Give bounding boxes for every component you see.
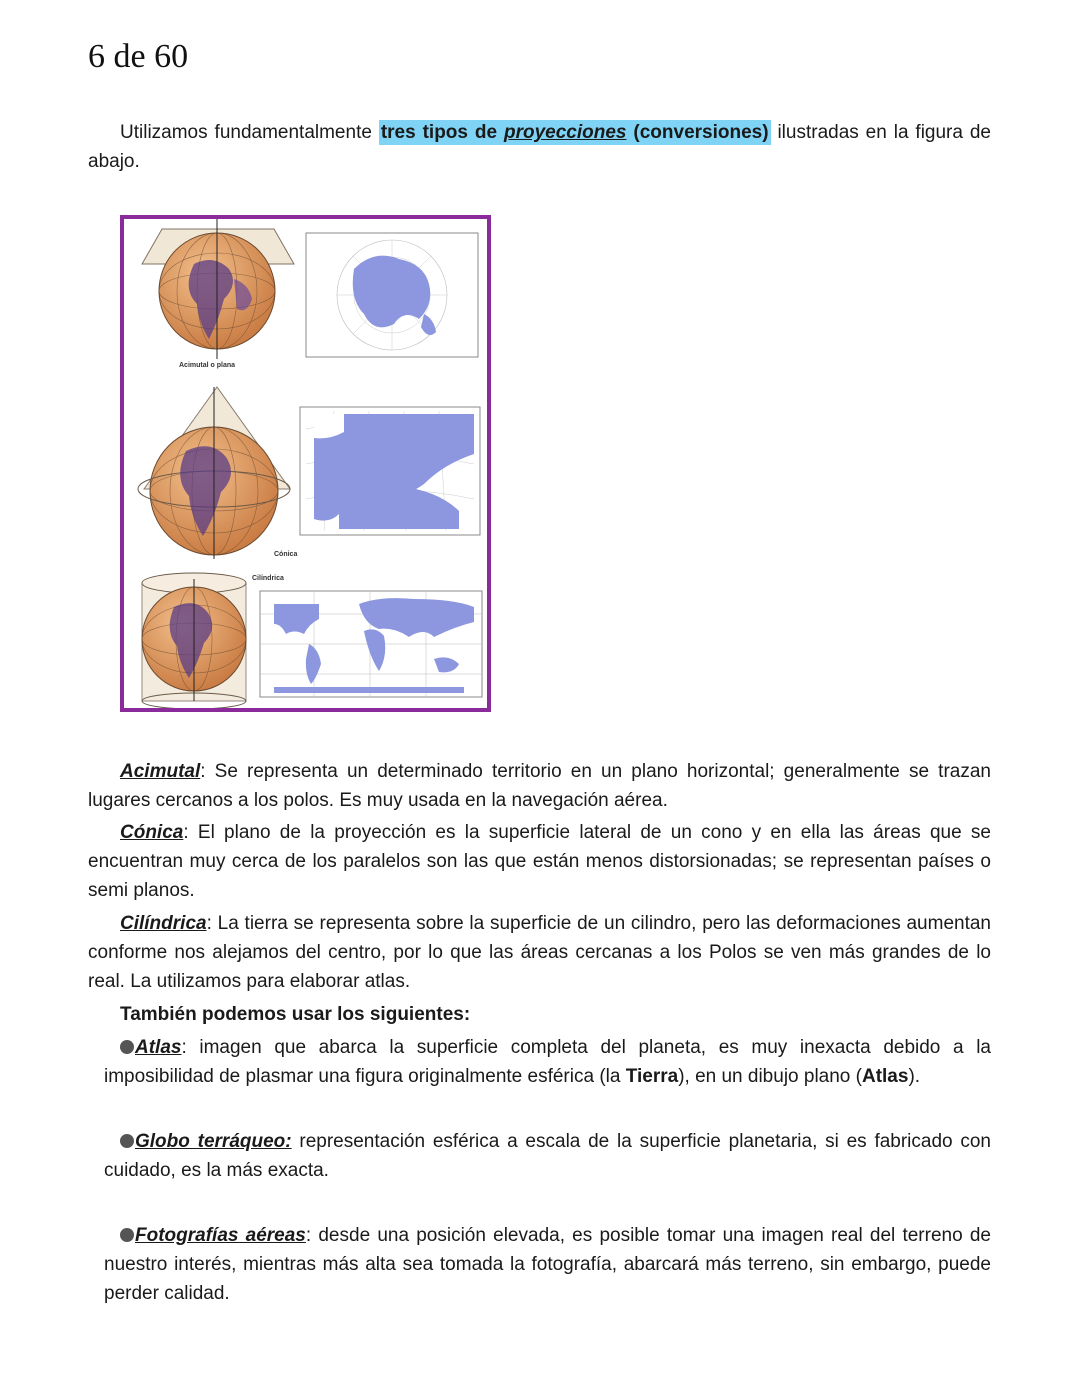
atlas-bold-b: Atlas [861,1066,909,1087]
term-aerial-photos: Fotografías aéreas [135,1225,306,1246]
bullet-icon [120,1134,134,1148]
term-atlas: Atlas [135,1037,182,1058]
definition-cilindrica-text: : La tierra se representa sobre la superficie de un cilindro, pero las deformaciones aumentan conforme nos alejamos del centro, por lo que las áreas cercanas a los Polos se ven más grandes de lo real. La utilizamos para elaborar atlas. [88,913,991,992]
intro-pre: Utilizamos fundamentalmente [120,122,379,143]
aerial-photos-text: : desde una posición elevada, es posible tomar una imagen real del terreno de nuestro interés, mientras más alta sea tomada la fotografía, abarcará más terreno, sin embargo, puede perder calidad. [104,1225,991,1304]
globe-text: representación esférica a escala de la superficie planetaria, si es fabricado con cuidado, es la más exacta. [104,1131,991,1181]
item-globe [104,1127,991,1185]
item-aerial-photos [104,1221,991,1308]
conic-illustration [138,387,480,559]
others-heading: También podemos usar los siguientes: [120,1004,471,1025]
definition-conica-text: : El plano de la proyección es la superficie lateral de un cono y en ella las áreas que se encuentran muy cerca de los paralelos son las que están menos distorsionadas; se representan países o semi planos. [88,822,991,901]
caption-conic: Cónica [274,551,298,558]
bullet-icon [120,1228,134,1242]
intro-highlight-a: tres tipos de [380,122,504,143]
intro-highlight-b: (conversiones) [626,122,769,143]
definition-acimutal [88,757,991,815]
cylindrical-illustration [142,573,482,708]
atlas-text-c: ). [908,1066,921,1087]
intro-paragraph [88,118,991,176]
projections-figure [120,215,491,712]
definition-cilindrica [88,909,991,996]
intro-highlight-term: proyecciones [503,122,627,143]
intro-post: ilustradas en la figura de abajo. [88,122,991,172]
term-conica: Cónica [120,822,184,843]
atlas-text-b: ), en un dibujo plano ( [678,1066,862,1087]
definition-conica [88,818,991,905]
item-atlas [104,1033,991,1091]
caption-azimuthal: Acimutal o plana [179,362,236,369]
page-number: 6 de 60 [88,38,189,75]
caption-cylindrical: Cilíndrica [252,575,284,582]
term-globe: Globo terráqueo: [135,1131,292,1152]
term-acimutal: Acimutal [120,761,201,782]
atlas-bold-a: Tierra [625,1066,679,1087]
projections-illustration [124,219,487,708]
intro-highlight [379,120,771,145]
atlas-text-a: : imagen que abarca la superficie completa del planeta, es muy inexacta debido a la imposibilidad de plasmar una figura originalmente esférica (la [104,1037,991,1087]
term-cilindrica: Cilíndrica [120,913,207,934]
azimuthal-illustration [142,219,478,369]
bullet-icon [120,1040,134,1054]
definition-acimutal-text: : Se representa un determinado territorio en un plano horizontal; generalmente se trazan lugares cercanos a los polos. Es muy usada en la navegación aérea. [88,761,991,811]
